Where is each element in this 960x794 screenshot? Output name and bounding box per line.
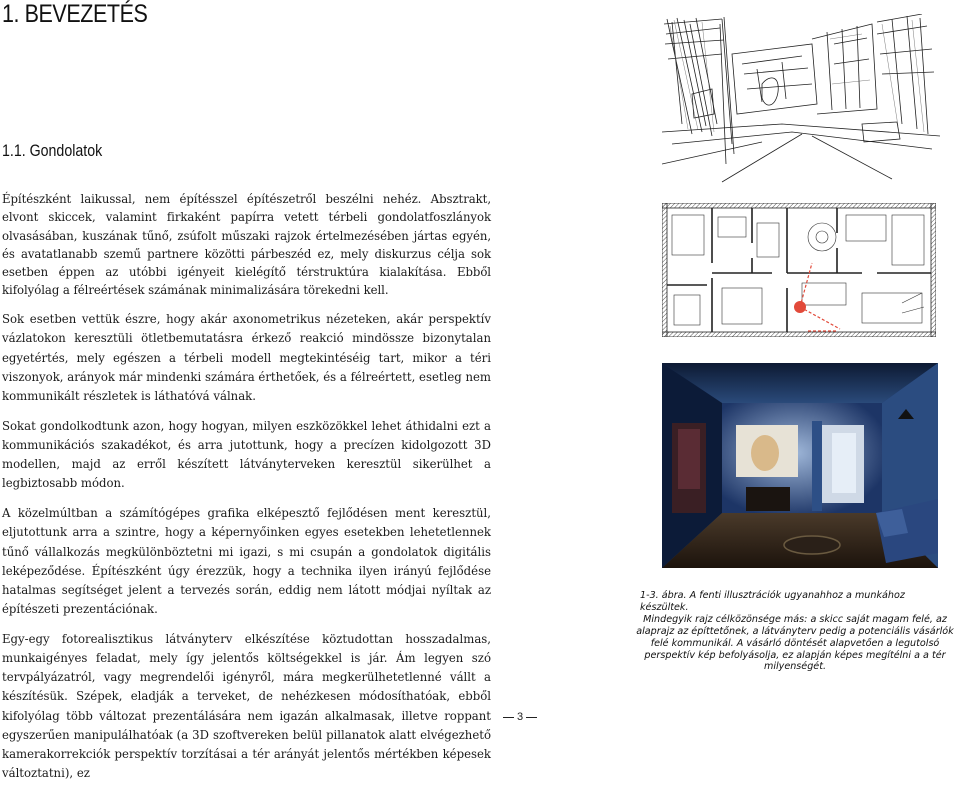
page-number-dash-right bbox=[526, 717, 537, 718]
floor-plan-illustration bbox=[662, 203, 936, 337]
page-number bbox=[500, 711, 540, 723]
paragraph: Építészként laikussal, nem építésszel építészetről beszélni nehéz. Absztrakt, elvont skiccek, valamint firkaként papírra vetett térbeli gondolatfoszlányok olvasásában, kuszának tűnő, zsúfolt műszaki rajzok értelmezésében jártas egyén, és avatatlanabb szemű partnere közötti párbeszéd ez, mely diskurzus célja sok esetben éppen az utóbbi igényeit kielégítő térstruktúra kialakítása. Ebből kifolyólag a félreértések számának minimalizására törekedni kell. bbox=[2, 192, 491, 298]
paragraph: Egy-egy fotorealisztikus látványterv elkészítése köztudottan hosszadalmas, munkaigényes feladat, mely így jelentős költségekkel is jár. Ám legyen szó tervpályázatról, vagy megrendelői igényről, mára megkerülhetetlenné vállt a készítésük. Szépek, eladják a terveket, de nehézkesen módosíthatóak, ebből kifolyólag több változat prezentálására nem igazán alkalmasak, illetve roppant egyszerűen manipulálhatóak (a 3D szoftvereken belül pillanatok alatt elvégezhető kamerakorrekciók perspektív torzításai a tér arányát jelentős mértékben képesek változtatni), ez bbox=[2, 631, 491, 781]
page-number-value: 3 bbox=[517, 711, 524, 723]
interior-render-illustration bbox=[662, 363, 938, 568]
figure-caption bbox=[636, 590, 954, 673]
paragraph: A közelmúltban a számítógépes grafika elképesztő fejlődésen ment keresztül, eljutottunk arra a szintre, hogy a képernyőinken egyes esetekben lehetetlennek tűnő vállalkozás megkülönböztetni mi igazi, s mi csupán a gondolatok digitális leképeződése. Építészként úgy érezzük, hogy a technika ilyen irányú fejlődése hatalmas segítséget jelent a tervezés során, eddig nem látott módjai nyíltak az építészeti prezentációnak. bbox=[2, 506, 491, 617]
section-heading: 1.1. Gondolatok bbox=[2, 142, 103, 160]
paragraph: Sok esetben vettük észre, hogy akár axonometrikus nézeteken, akár perspektív vázlatokon keresztüli ötletbemutatásra érkező reakció mindössze bizonytalan egyetértés, mely egészen a térbeli modell megtekintéséig tart, mikor a téri viszonyok, arányok már mindenki számára érthetőek, és a félreértett, esetleg nem kommunikált részletek is láthatóvá válnak. bbox=[2, 312, 491, 404]
paragraph: Sokat gondolkodtunk azon, hogy hogyan, milyen eszközökkel lehet áthidalni ezt a kommunikációs szakadékot, és arra jutottunk, hogy a precízen kidolgozott 3D modellen, majd az erről készített látványterveken keresztül sikerülhet a legbiztosabb módon. bbox=[2, 418, 491, 491]
chapter-heading: 1. BEVEZETÉS bbox=[2, 0, 148, 28]
caption-text: Mindegyik rajz célközönsége más: a skicc saját magam felé, az alaprajz az építtetőnek, a látványterv pedig a potenciális vásárlók felé kommunikál. A vásárló döntését alapvetően a legutolsó perspektív kép befolyásolja, ez alapján képes megítélni a a tér milyenségét. bbox=[636, 613, 954, 673]
body-text bbox=[2, 190, 491, 794]
caption-label: 1-3. ábra. A fenti illusztrációk ugyanahhoz a munkához készültek. bbox=[640, 590, 905, 613]
page-number-dash-left bbox=[503, 717, 514, 718]
sketch-illustration bbox=[662, 14, 940, 184]
